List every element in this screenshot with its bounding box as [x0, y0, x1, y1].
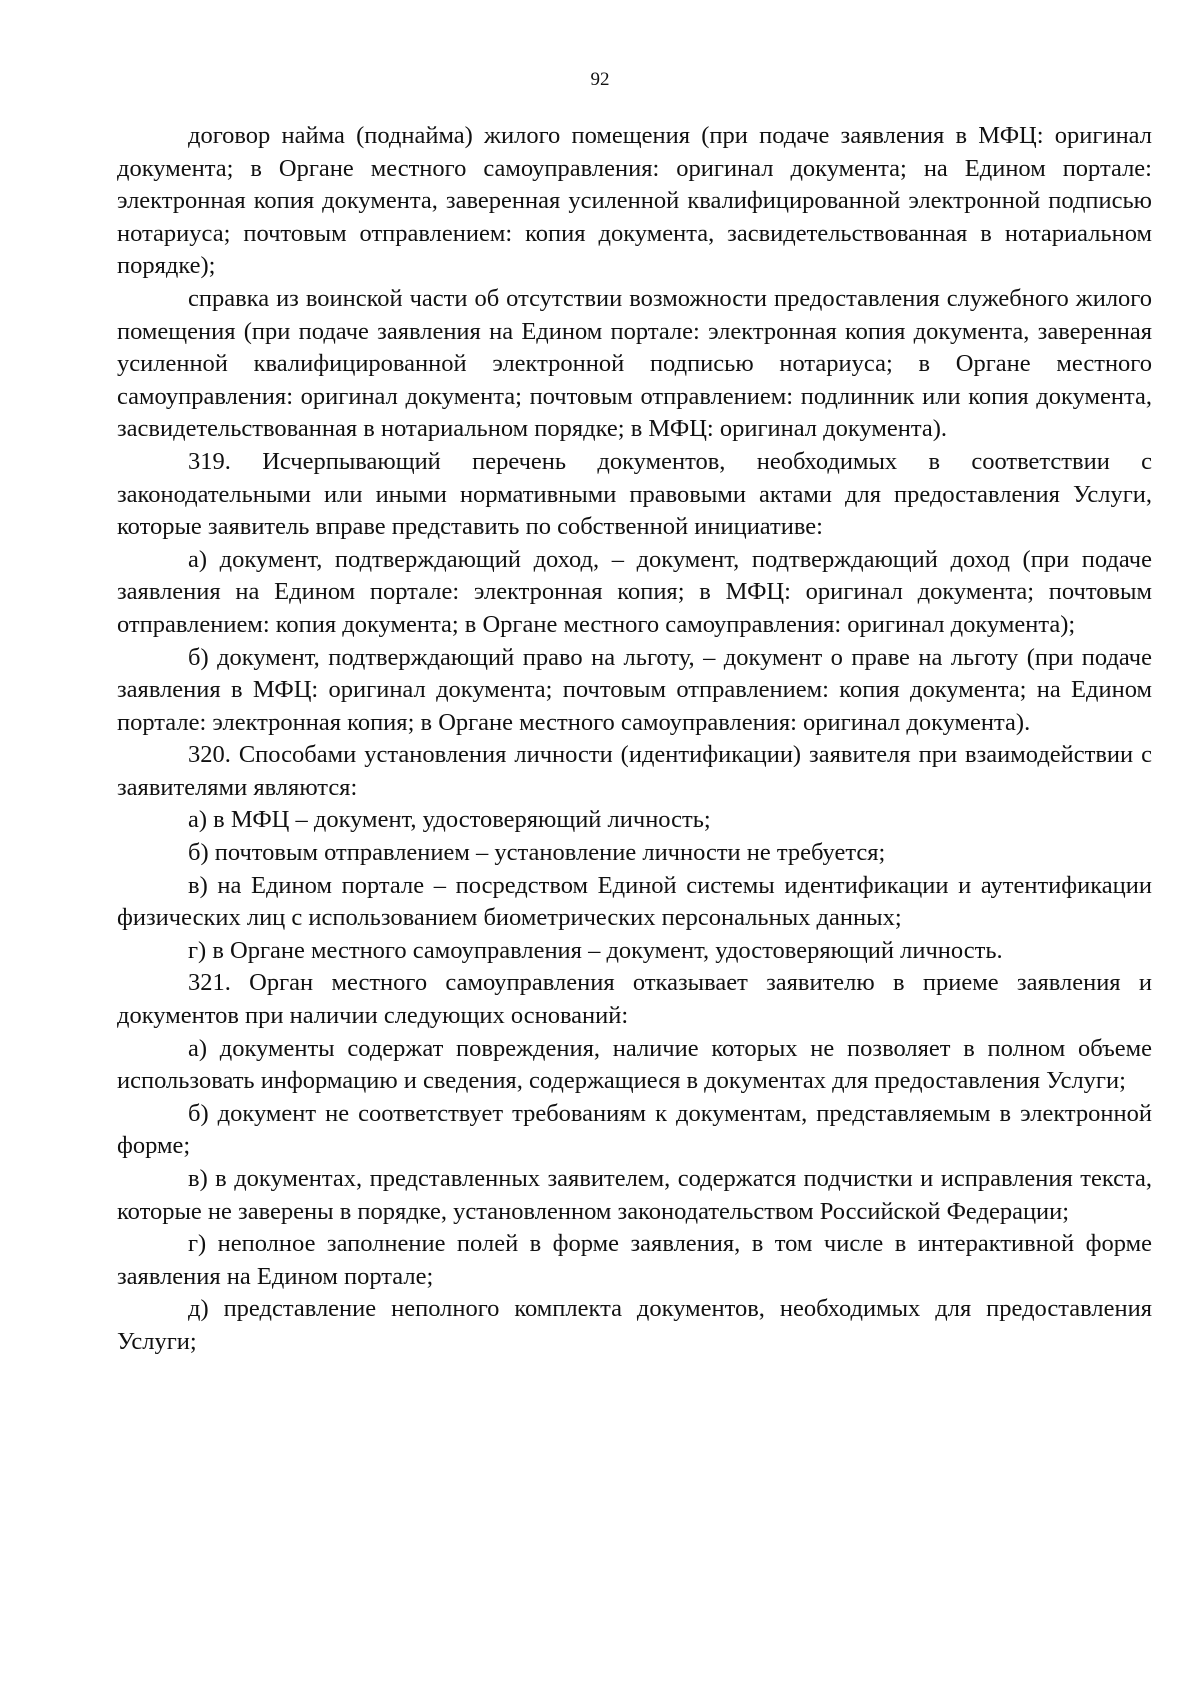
paragraph-321-v: в) в документах, представленных заявителем, содержатся подчистки и исправления текста, которые не заверены в порядке, установленном законодательством Российской Федерации; [117, 1165, 1152, 1225]
paragraph-319: 319. Исчерпывающий перечень документов, необходимых в соответствии с законодательными или иными нормативными правовыми актами для предоставления Услуги, которые заявитель вправе представить по собственной инициативе: [117, 447, 1152, 541]
paragraph-321-g: г) неполное заполнение полей в форме заявления, в том числе в интерактивной форме заявления на Едином портале; [117, 1230, 1152, 1290]
paragraph-321-d: д) представление неполного комплекта документов, необходимых для предоставления Услуги; [117, 1295, 1152, 1355]
paragraph-321-b: б) документ не соответствует требованиям к документам, представляемым в электронной форме; [117, 1099, 1152, 1160]
paragraph-320: 320. Способами установления личности (идентификации) заявителя при взаимодействии с заявителями являются: [117, 741, 1152, 801]
paragraph-320-b: б) почтовым отправлением – установление личности не требуется; [188, 839, 886, 867]
page-number: 92 [590, 69, 610, 90]
paragraph-320-g: г) в Органе местного самоуправления – документ, удостоверяющий личность. [188, 936, 1003, 964]
paragraph-319-a: а) документ, подтверждающий доход, – документ, подтверждающий доход (при подаче заявления на Едином портале: электронная копия; в МФЦ: оригинал документа; почтовым отправлением: копия документа; в Органе местного самоуправления: оригинал документа); [117, 545, 1152, 638]
paragraph-lease-agreement: договор найма (поднайма) жилого помещения (при подаче заявления в МФЦ: оригинал документа; в Органе местного самоуправления: оригинал документа; на Едином портале: электронная копия документа, заверенная усиленной квалифицированной электронной подписью нотариуса; почтовым отправлением: копия документа, засвидетельствованная в нотариальном порядке); [117, 122, 1152, 280]
paragraph-320-v: в) на Едином портале – посредством Единой системы идентификации и аутентификации физических лиц с использованием биометрических персональных данных; [117, 871, 1152, 932]
paragraph-320-a: а) в МФЦ – документ, удостоверяющий личность; [188, 806, 711, 834]
paragraph-321-a: а) документы содержат повреждения, наличие которых не позволяет в полном объеме использовать информацию и сведения, содержащиеся в документах для предоставления Услуги; [117, 1034, 1152, 1095]
document-body [117, 120, 1152, 1359]
paragraph-319-b: б) документ, подтверждающий право на льготу, – документ о праве на льготу (при подаче заявления в МФЦ: оригинал документа; почтовым отправлением: копия документа; на Едином портале: электронная копия; в Органе местного самоуправления: оригинал документа). [117, 643, 1152, 736]
paragraph-321: 321. Орган местного самоуправления отказывает заявителю в приеме заявления и документов при наличии следующих оснований: [117, 969, 1152, 1030]
paragraph-military-certificate: справка из воинской части об отсутствии возможности предоставления служебного жилого помещения (при подаче заявления на Едином портале: электронная копия документа, заверенная усиленной квалифицированной электронной подписью нотариуса; в Органе местного самоуправления: оригинал документа; почтовым отправлением: подлинник или копия документа, засвидетельствованная в нотариальном порядке; в МФЦ: оригинал документа). [117, 284, 1152, 443]
